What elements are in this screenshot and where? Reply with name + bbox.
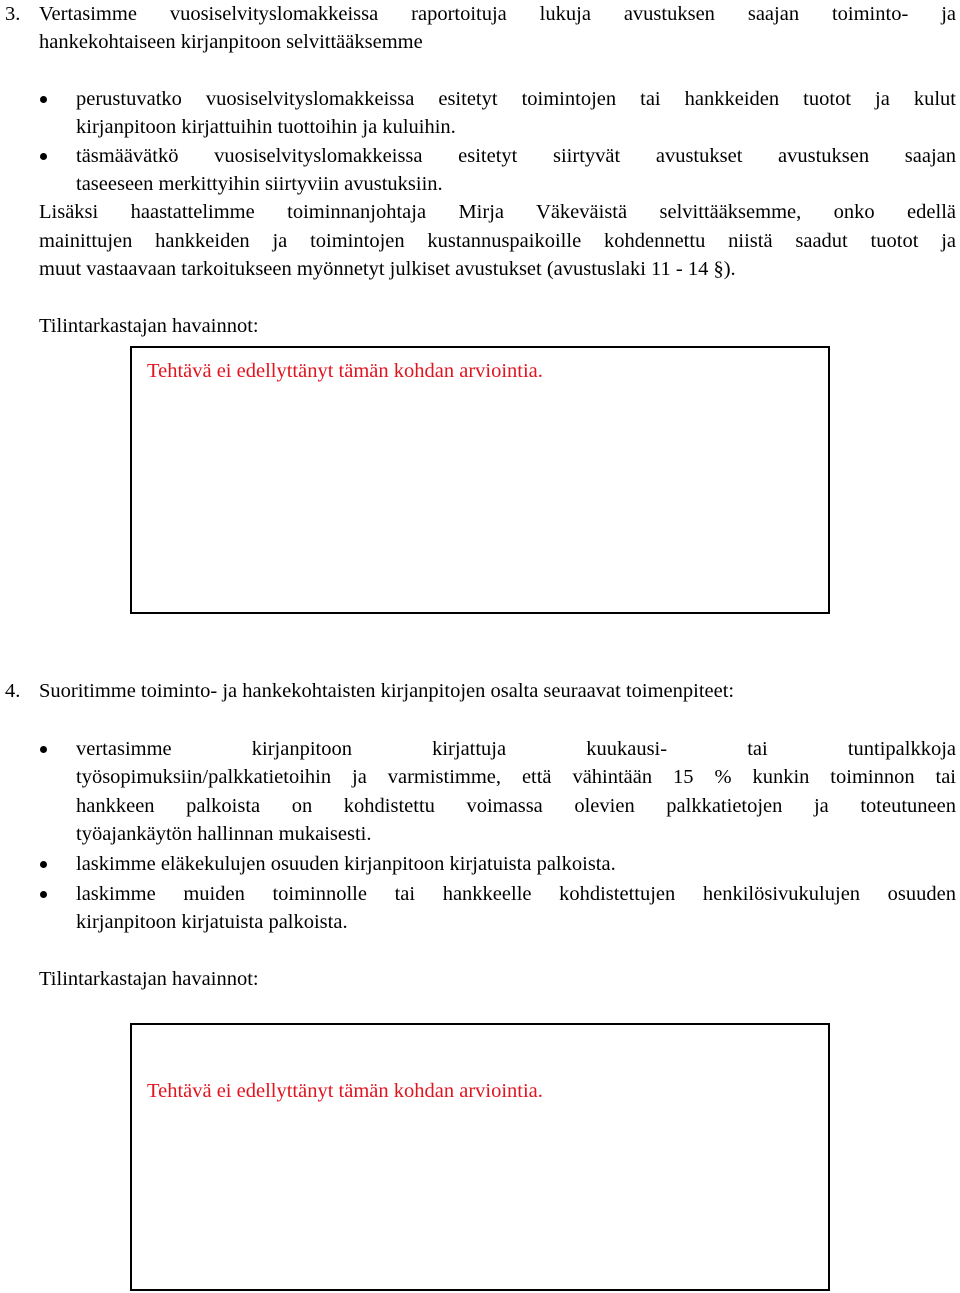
observations-box — [130, 1023, 830, 1291]
paragraph-line-1: Lisäksi haastattelimme toiminnanjohtaja Mirja Väkeväistä selvittääksemme, onko edellä — [39, 201, 956, 223]
bullet-icon — [40, 891, 47, 898]
section-number: 3. — [5, 3, 21, 25]
list-item-line-3: hankkeen palkoista on kohdistettu voimassa olevien palkkatietojen ja toteutuneen — [76, 795, 956, 817]
observations-label: Tilintarkastajan havainnot: — [39, 315, 259, 337]
section-heading-line-2: hankekohtaiseen kirjanpitoon selvittääksemme — [39, 31, 423, 53]
observation-text: Tehtävä ei edellyttänyt tämän kohdan arviointia. — [147, 360, 543, 382]
list-item-line-1: laskimme muiden toiminnolle tai hankkeelle kohdistettujen henkilösivukulujen osuuden — [76, 883, 956, 905]
list-item-line-1: vertasimme kirjanpitoon kirjattuja kuukausi- tai tuntipalkkoja — [76, 738, 956, 760]
paragraph-line-3: muut vastaavaan tarkoitukseen myönnetyt julkiset avustukset (avustuslaki 11 - 14 §). — [39, 258, 736, 280]
section-number: 4. — [5, 680, 21, 702]
bullet-icon — [40, 153, 47, 160]
list-item-line-1: perustuvatko vuosiselvityslomakkeissa esitetyt toimintojen tai hankkeiden tuotot ja kulut — [76, 88, 956, 110]
list-item-line-1: laskimme eläkekulujen osuuden kirjanpitoon kirjatuista palkoista. — [76, 853, 616, 875]
list-item-line-1: täsmäävätkö vuosiselvityslomakkeissa esitetyt siirtyvät avustukset avustuksen saajan — [76, 145, 956, 167]
paragraph-line-2: mainittujen hankkeiden ja toimintojen kustannuspaikoille kohdennettu niistä saadut tuotot ja — [39, 230, 956, 252]
bullet-icon — [40, 746, 47, 753]
list-item-line-4: työajankäytön hallinnan mukaisesti. — [76, 823, 372, 845]
section-heading-line-1: Vertasimme vuosiselvityslomakkeissa raportoituja lukuja avustuksen saajan toiminto- ja — [39, 3, 956, 25]
list-item-line-2: kirjanpitoon kirjattuihin tuottoihin ja kuluihin. — [76, 116, 456, 138]
list-item-line-2: taseeseen merkittyihin siirtyviin avustuksiin. — [76, 173, 443, 195]
observations-label: Tilintarkastajan havainnot: — [39, 968, 259, 990]
list-item-line-2: kirjanpitoon kirjatuista palkoista. — [76, 911, 348, 933]
observations-box — [130, 346, 830, 614]
list-item-line-2: työsopimuksiin/palkkatietoihin ja varmistimme, että vähintään 15 % kunkin toiminnon tai — [76, 766, 956, 788]
bullet-icon — [40, 96, 47, 103]
section-heading: Suoritimme toiminto- ja hankekohtaisten kirjanpitojen osalta seuraavat toimenpiteet: — [39, 680, 735, 702]
observation-text: Tehtävä ei edellyttänyt tämän kohdan arviointia. — [147, 1080, 543, 1102]
bullet-icon — [40, 861, 47, 868]
